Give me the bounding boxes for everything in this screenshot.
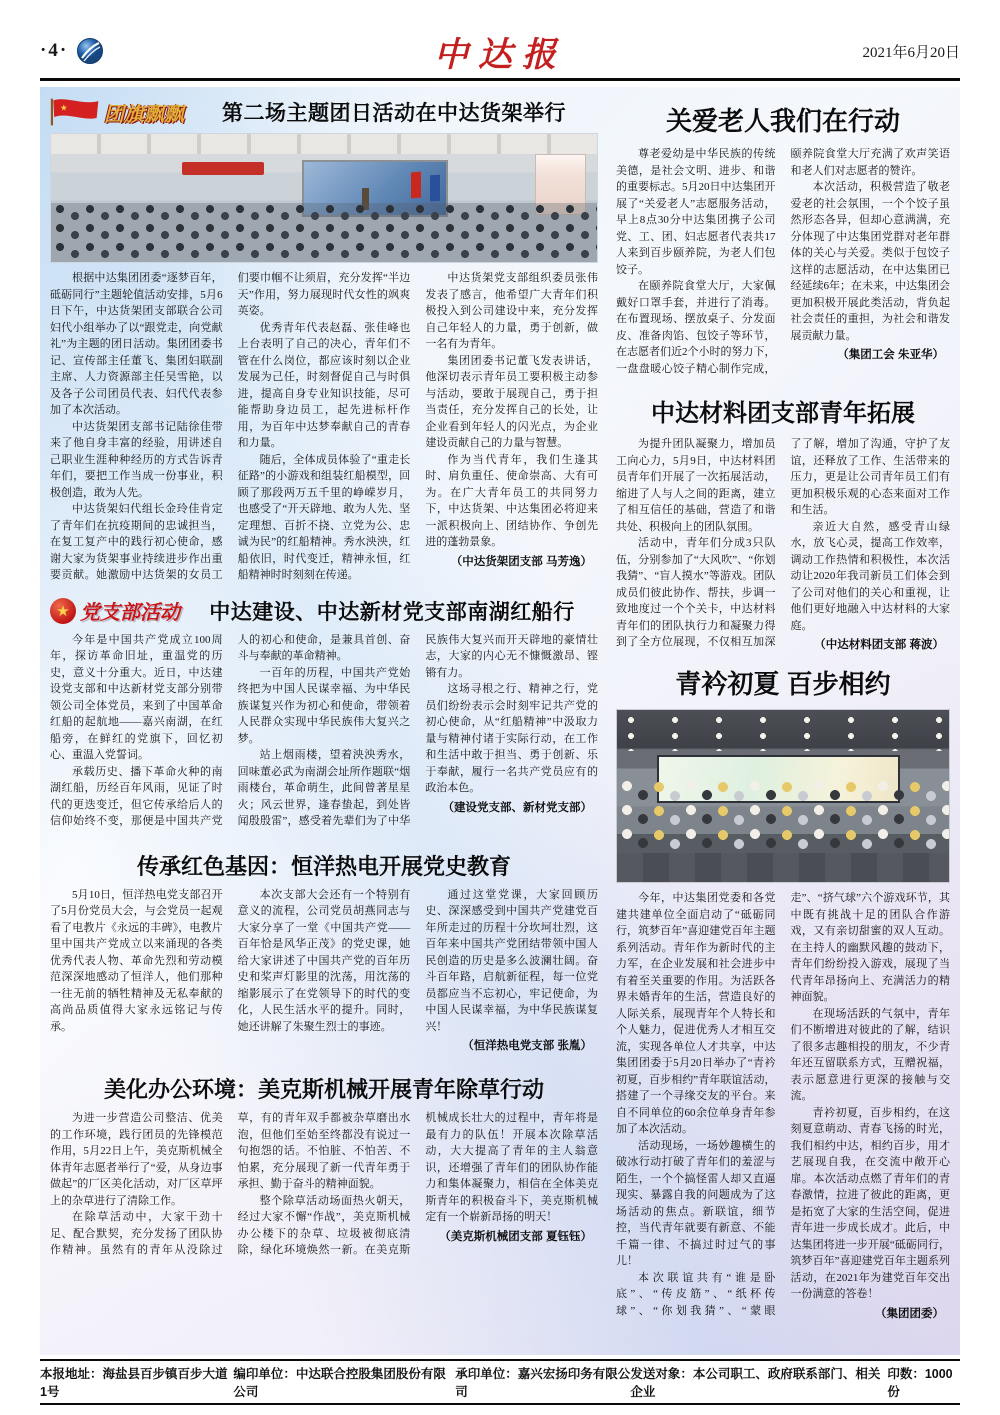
- paragraph: 中达货架党支部组织委员张伟发表了感言，他希望广大青年们积极投入到公司建设中来，充分发挥自己年轻人的力量，勇于创新，做一名有为青年。: [425, 272, 598, 350]
- paragraph: 在除草活动中，大家干劲十足、配合默契，充分发扬了团队协作精神。虽然有的青年从没除过草，有的青年双手都被杂草磨出水泡，但他们至始至终都没有说过一句抱怨的话。不怕脏、不怕苦、不怕累，充分展现了新一代青年勇于承担、勤于奋斗的精神面貌。: [50, 1112, 411, 1256]
- article-laoren: [616, 101, 950, 377]
- page-number: ·4·: [40, 40, 69, 61]
- qingjin-title: 青衿初夏 百步相约: [675, 669, 891, 699]
- hongchuan-banner-row: [50, 596, 598, 626]
- paragraph: 整个除草活动场面热火朝天，经过大家不懈“作战”，美克斯机械办公楼下的杂草、垃圾被彻底清除，绿化环境焕然一新。在美克斯机械成长壮大的过程中，青年将是最有力的队伍！开展本次除草活动，大大提高了青年的主人翁意识，还增强了青年们的团队协作能力和集体凝聚力，相信在全体美克斯青年的积极奋斗下，美克斯机械定有一个崭新昂扬的明天！: [237, 1112, 598, 1256]
- article-dangshi: [50, 850, 598, 1054]
- paragraph: 一百年的历程，中国共产党始终把为中国人民谋幸福、为中华民族谋复兴作为初心和使命，带领着人民群众实现中华民族伟大复兴之梦。: [237, 666, 411, 745]
- party-emblem-icon: ★: [50, 598, 76, 624]
- photo-group-crowd: [617, 779, 949, 855]
- article-tuanri: [50, 97, 598, 584]
- paragraph: 中达货架妇代组长金玲佳肯定了青年们在抗疫期间的忠诚担当，在复工复产中的践行初心使命，感谢大家为货架事业持续进步作出重要贡献。她激励中达货架的女员工们要巾帼不让须眉，充分发挥“半边天”作用，努力展现时代女性的飒爽英姿。: [50, 272, 411, 581]
- paragraph: 优秀青年代表赵磊、张佳峰也上台表明了自己的决心，青年们不管在什么岗位，都应该时刻以企业发展为己任，时刻督促自己与时俱进，提高自身专业知识技能，尽可能帮助身边员工，起先进标杆作用，为百年中达梦奉献自己的青春和力量。: [237, 321, 411, 449]
- chucao-body: [50, 1110, 598, 1259]
- photo-red-flag: [411, 172, 421, 199]
- article-chucao: [50, 1073, 598, 1259]
- spacer: [616, 652, 950, 658]
- paragraph: 活动现场，一场妙趣横生的破冰行动打破了青年们的羞涩与陌生，一个个搞怪雷人却又直逼现实、暴露自我的问题成为了这场活动的焦点。新联谊，细节控，当代青年就要有新意、不能千篇一律、不搞过时过气的事儿！: [616, 1139, 776, 1267]
- photo-blue-flag: [430, 175, 440, 202]
- footer-printer: 承印单位：嘉兴宏扬印务有限公司: [455, 1367, 631, 1399]
- paragraph: 亲近大自然，感受青山绿水，放飞心灵，提高工作效率，调动工作热情和积极性，本次活动让2020年我司新员工们体会到了公司对他们的关心和重视，让他们更好地融入中达材料的大家庭。: [790, 520, 950, 632]
- paragraph: 集团团委书记董飞发表讲话，他深切表示青年员工要积极主动参与活动，要敢于展现自己，勇于担当责任，充分发挥自己的长处，让企业看到年轻人的闪光点，为企业建设贡献自己的力量与智慧。: [425, 354, 598, 449]
- qingjin-body: [616, 890, 950, 1321]
- photo-audience-crowd: [51, 203, 597, 262]
- photo-red-banner: [182, 162, 264, 175]
- byline: （中达货架团支部 马芳逸）: [450, 555, 592, 568]
- svg-text:★: ★: [60, 102, 68, 113]
- paragraph: 5月10日，恒洋热电党支部召开了5月份党员大会，与会党员一起观看了电教片《永远的丰碑》，电教片里中国共产党成立以来涌现的各类优秀代表人物、革命先烈和劳动模范深深地感动了恒洋人，他们那种一往无前的牺牲精神及无私奉献的高尚品质值得大家永远铭记与传承。: [50, 888, 223, 1033]
- byline: （集团工会 朱亚华）: [837, 349, 944, 361]
- tuozhan-title: 中达材料团支部青年拓展: [651, 400, 915, 427]
- spacer: [616, 377, 950, 387]
- dangshi-title: 传承红色基因：恒洋热电开展党史教育: [136, 853, 511, 879]
- tuanri-banner-label: 团旗飘飘: [104, 103, 184, 126]
- paragraph: 随后，全体成员体验了“重走长征路”的小游戏和组装红船模型，回顾了那段两万五千里的峥嵘岁月，也感受了“开天辟地、敢为人先、坚定理想、百折不挠、立党为公、忠诚为民”的红船精神。秀水泱泱，红船依旧，时代变迁，精神永恒，红船精神时时刻刻在传递。: [237, 453, 411, 581]
- paragraph: 今年，中达集团党委和各党建共建单位全面启动了“砥砺同行，筑梦百年”喜迎建党百年主题系列活动。青年作为新时代的主力军，在企业发展和社会进步中有着至关重要的作用。为活跃各界未婚青年的生活，营造良好的人际关系，展现青年个人特长和个人魅力，促进优秀人才相互交流，实现各单位人才共享，中达集团团委于5月20日举办了“青衿初夏，百步相约”青年联谊活动，搭建了一个寻缘交友的平台。来自不同单位的60余位单身青年参加了本次活动。: [616, 892, 776, 1135]
- byline: （中达材料团支部 蒋波）: [814, 639, 944, 651]
- byline: （恒洋热电党支部 张胤）: [462, 1040, 592, 1052]
- paragraph: 作为当代青年，我们生逢其时、肩负重任、使命崇高、大有可为。在广大青年员工的共同努力下，中达货架、中达集团必将迎来一派积极向上、团结协作、争创先进的蓬勃景象。: [425, 453, 598, 548]
- paragraph: 根据中达集团团委“逐梦百年，砥砺同行”主题轮值活动安排，5月6日下午，中达货架团支部联合公司妇代小组举办了以“跟党走，向党献礼”为主题的团日活动。集团团委书记、宣传部主任董飞、集团妇联副主席、人力资源部主任吴雪艳，以及各子公司团员代表、妇代代表参加了本次活动。: [50, 272, 223, 416]
- paragraph: 为提升团队凝聚力，增加员工向心力，5月9日，中达材料团员青年们开展了一次拓展活动，缩进了人与人之间的距离，建立了相互信任的基础，营造了和谐共处、积极向上的团队氛围。: [616, 438, 776, 533]
- left-column: [50, 95, 598, 1347]
- masthead-title: 中达报: [434, 34, 566, 75]
- paragraph: 站上烟雨楼，望着泱泱秀水，回味董必武为南湖会址所作题联“烟雨楼台，革命萌生，此间曾著星星火；风云世界，逢春蛰起，到处皆闻殷殷雷”，感受着先辈们为了中华民族伟大复兴而开天辟地的豪情壮志，大家的内心无不慷慨激昂、铿锵有力。: [237, 633, 598, 827]
- paragraph: 青衿初夏，百步相约，在这刻夏意萌动、青春飞扬的时光，我们相约中达，相约百步，用才艺展现自我，在交流中敞开心扉。本次活动点燃了青年们的青春激情，拉进了彼此的距离，更是拓宽了大家的生活空间，促进青年进一步成长成才。此后，中达集团将进一步开展“砥砺同行，筑梦百年”喜迎建党百年主题系列活动，在2021年为建党百年交出一份满意的答卷！: [790, 1106, 950, 1300]
- issue-date: 2021年6月20日: [862, 44, 960, 61]
- paragraph: 这场寻根之行、精神之行，党员们纷纷表示会时刻牢记共产党的初心使命，从“红船精神”中汲取力量与精神付诸于实际行动，在工作和生活中敢于担当、勇于创新、乐于奉献，履行一名共产党员应有的政治本色。: [425, 683, 598, 794]
- article-tuozhan: [616, 393, 950, 652]
- footer-copies: 印数：1000份: [887, 1367, 953, 1399]
- paragraph: 本次活动，积极营造了敬老爱老的社会氛围，一个个饺子虽然形态各异，但却心意满满，充分体现了中达集团党群对老年群体的关心与关爱。类似于包饺子这样的志愿活动，在中达集团已经延续6年；在未来，中达集团会更加积极开展此类活动，背负起社会责任的重担，为社会和谐发展贡献力量。: [790, 181, 950, 342]
- footer-recipients: 发送对象：本公司职工、政府联系部门、相关企业: [630, 1367, 881, 1399]
- tuanri-body: [50, 270, 598, 584]
- paragraph: 承载历史、播下革命火种的南湖红船，历经百年风雨，见证了时代的更迭变迁，但它传承给后人的信仰始终不变，那便是中国共产党人的初心和使命，是兼具首创、奋斗与奉献的革命精神。: [50, 633, 411, 827]
- tuozhan-body: [616, 436, 950, 652]
- hongchuan-body: [50, 632, 598, 830]
- byline: （集团团委）: [875, 1307, 944, 1320]
- photo-ceiling: [51, 134, 597, 154]
- footer-editor: 编印单位：中达联合控股集团股份有限公司: [233, 1367, 446, 1399]
- red-flag-icon: [50, 97, 100, 127]
- laoren-body: [616, 146, 950, 377]
- paragraph: 在颐养院食堂大厅，大家佩戴好口罩手套，并进行了消毒。在布置现场、摆放桌子、分发面皮、准备肉馅、包饺子等环节，在志愿者们近2个小时的努力下，一盘盘暖心饺子精心制作完成，颐养院食堂大厅充满了欢声笑语和老人们对志愿者的赞许。: [616, 148, 950, 375]
- article-hongchuan: [50, 596, 598, 830]
- group-photo: [616, 709, 950, 883]
- page-content: [40, 87, 960, 1355]
- byline: （建设党支部、新材党支部）: [442, 801, 592, 814]
- meeting-photo: [50, 133, 598, 263]
- photo-floor: [617, 853, 949, 882]
- tuanri-title: 第二场主题团日活动在中达货架举行: [222, 102, 566, 125]
- tuanri-banner-row: [50, 97, 598, 127]
- hongchuan-title: 中达建设、中达新材党支部南湖红船行: [209, 600, 575, 624]
- dangshi-body: [50, 887, 598, 1054]
- article-qingjin: [616, 664, 950, 1321]
- paragraph: 通过这堂党课，大家回顾历史、深深感受到中国共产党建党百年所走过的历程十分坎坷壮烈，这百年来中国共产党团结带领中国人民创造的历史是多么波澜壮阔。奋斗百年路，启航新征程，每一位党员都应当不忘初心，牢记使命，为中国人民谋幸福，为中华民族谋复兴！: [425, 888, 598, 1033]
- spacer: [50, 1053, 598, 1063]
- right-column: [616, 95, 950, 1347]
- imprint-footer: [40, 1359, 960, 1405]
- paragraph: 尊老爱幼是中华民族的传统美德，是社会文明、进步、和谐的重要标志。5月20日中达集团开展了“关爱老人”志愿服务活动，早上8点30分中达集团携子公司党、工、团、妇志愿者代表共17人来到百步颐养院，为老人们包饺子。: [616, 148, 776, 276]
- paragraph: 本次联谊共有“谁是卧底”、“传皮筋”、“纸杯传球”、“你划我猜”、“蒙眼走”、“挤气球”六个游戏环节，其中既有挑战十足的团队合作游戏，又有亲切甜蜜的双人互动。在主持人的幽默风趣的鼓动下，青年们纷纷投入游戏，展现了当代青年昂扬向上、充满活力的精神面貌。: [616, 892, 950, 1317]
- paragraph: 在现场活跃的气氛中，青年们不断增进对彼此的了解，结识了很多志趣相投的朋友，不少青年还互留联系方式，互赠祝福，表示愿意进行更深的接触与交流。: [790, 1007, 950, 1102]
- hongchuan-banner-label: 党支部活动: [80, 602, 180, 624]
- byline: （美克斯机械团支部 夏钰钰）: [439, 1230, 592, 1243]
- spacer: [50, 584, 598, 594]
- laoren-title: 关爱老人我们在行动: [665, 106, 900, 136]
- spacer: [50, 830, 598, 840]
- page-header: [40, 24, 960, 81]
- paragraph: 中达货架团支部书记陆徐佳带来了他自身丰富的经验，用讲述自己职业生涯种种经历的方式告诉青年们，要把工作当成一份事业，积极创造，敢为人先。: [50, 420, 223, 499]
- photo-ceiling-lights: [617, 710, 949, 751]
- paragraph: 为进一步营造公司整洁、优美的工作环境，践行团员的先锋模范作用，5月22日上午，美克斯机械全体青年志愿者举行了“爱，从身边事做起”的厂区美化活动，对厂区草坪上的杂草进行了清除工作。: [50, 1112, 223, 1207]
- paragraph: 本次支部大会还有一个特别有意义的流程，公司党员胡燕同志与大家分享了一堂《中国共产党——百年恰是风华正茂》的党史课，她给大家讲述了中国共产党的百年历史和桨声灯影里的沈荡，用沈荡的缩影展示了在党领导下的时代的变化，人民生活水平的提升。同时，她还讲解了朱聚生烈士的事迹。: [237, 888, 411, 1033]
- hongchuan-banner: [50, 596, 180, 625]
- footer-address: 本报地址：海盐县百步镇百步大道1号: [40, 1367, 228, 1399]
- paragraph: 今年是中国共产党成立100周年，探访革命旧址，重温党的历史，意义十分重大。近日，中达建设党支部和中达新材党支部分别带领公司全体党员，来到了中国革命红船的起航地——嘉兴南湖，在红船旁，在鲜红的党旗下，回忆初心、重温入党誓词。: [50, 633, 223, 761]
- paragraph: 活动中，青年们分成3只队伍，分别参加了“大风吹”、“你划我猜”、“盲人摸水”等游戏。团队成员们彼此协作、帮扶，步调一致地度过一个个关卡，中达材料青年们的团队执行力和凝聚力得到了全方位展现，不仅相互加深了了解，增加了沟通，守护了友谊，还释放了工作、生活带来的压力，更是让公司青年员工们有更加积极乐观的心态来面对工作和生活。: [616, 438, 950, 648]
- chucao-title: 美化办公环境：美克斯机械开展青年除草行动: [103, 1077, 544, 1102]
- tuanri-banner: [50, 97, 184, 127]
